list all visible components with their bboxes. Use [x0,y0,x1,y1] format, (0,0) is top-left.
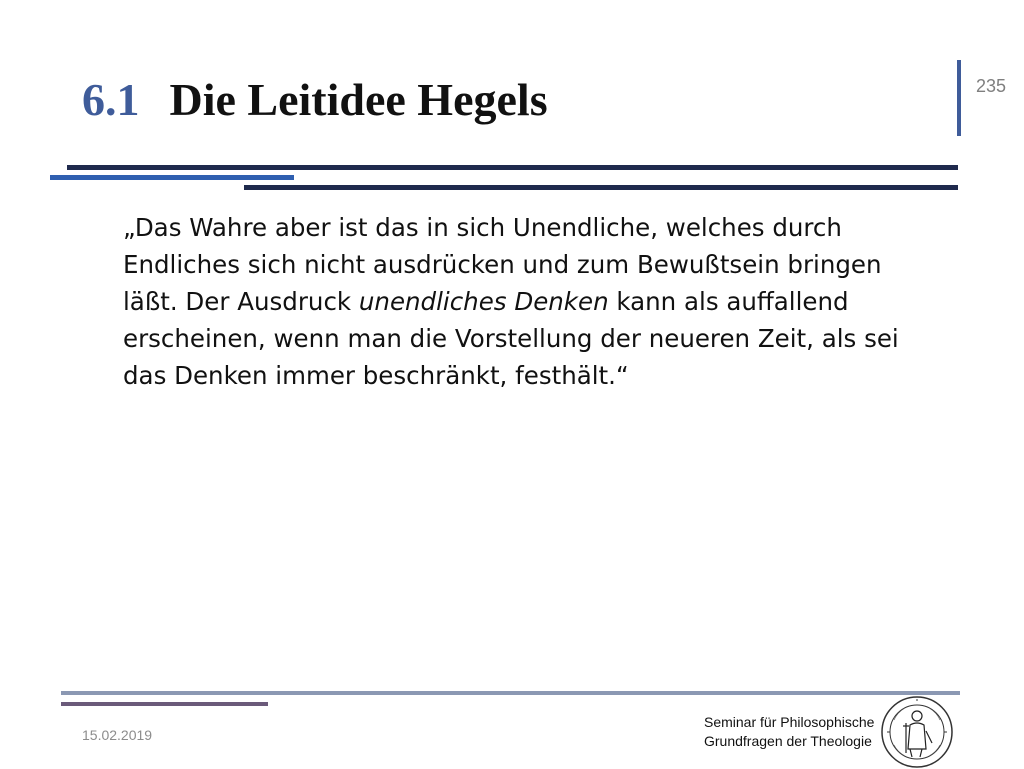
footer-rule-gray [61,691,960,695]
slide-title [82,72,548,128]
seminar-name [704,713,874,751]
header-rule-dark-lower [244,185,958,190]
page-number: 235 [976,76,1007,96]
seminar-line-1: Seminar für Philosophische [704,714,875,730]
quote-text-part1: „Das Wahre aber ist das in sich Unendliche, welches durch Endliches sich nicht ausdrücken und zum Bewußtsein bringen läßt. Der Ausdruck [123,213,882,316]
page-number-bar [957,60,961,136]
footer-rule-purple [61,702,268,706]
university-seal-icon [880,695,954,769]
hegel-quote [123,209,943,394]
header-rule-dark [67,165,958,170]
header-rule-blue [50,175,294,180]
title-text: Die Leitidee Hegels [169,74,548,125]
slide-date: 15.02.2019 [82,727,153,743]
section-number: 6.1 [82,74,140,125]
seminar-line-2: Grundfragen der Theologie [704,733,872,749]
quote-emphasis: unendliches Denken [358,287,609,316]
quote-text-part2: kann als auffallend erscheinen, wenn man die Vorstellung der neueren Zeit, als sei das Denken immer beschränkt, festhält.“ [123,287,899,390]
